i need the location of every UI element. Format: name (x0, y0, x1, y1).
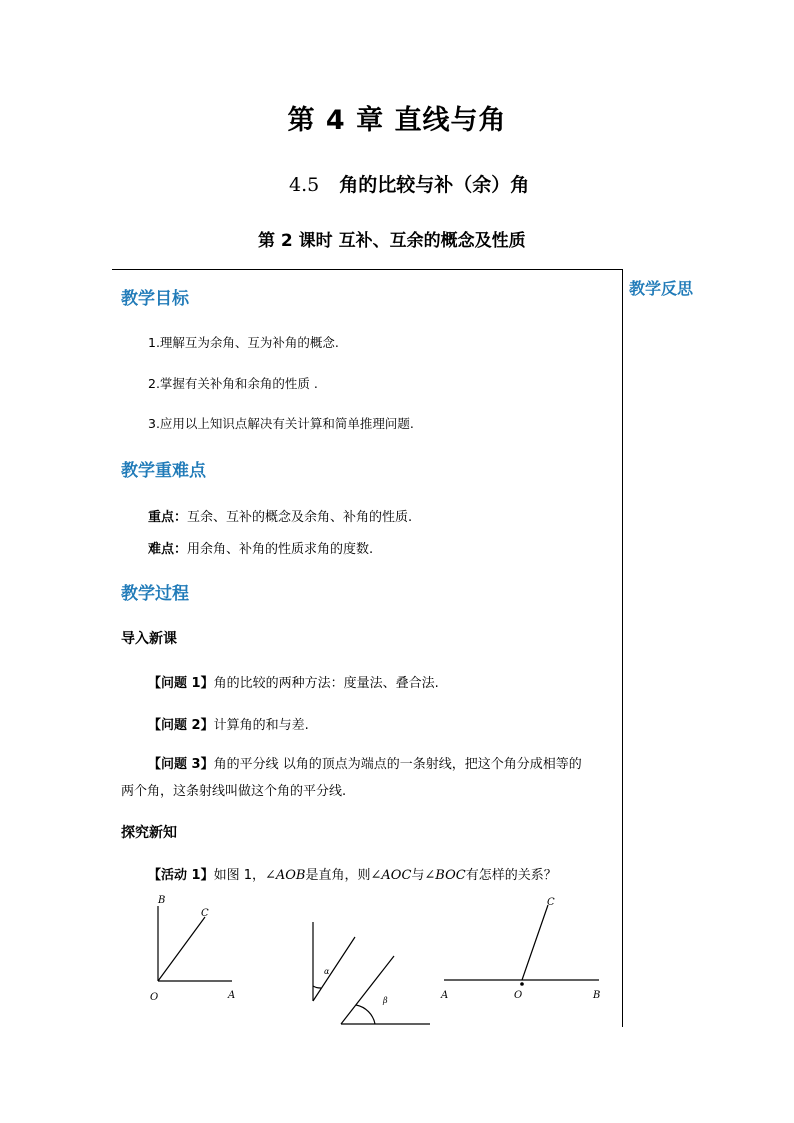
section-name: 角的比较与补（余）角 (339, 174, 530, 196)
fig3-ray-oc (522, 905, 548, 980)
angle-aob: ∠AOB (264, 868, 306, 883)
question-3-continuation: 两个角，这条射线叫做这个角的平分线. (121, 784, 347, 799)
activity-1-text-c: 与 (411, 868, 425, 883)
activity-1-text-b: 是直角，则 (305, 868, 371, 883)
goal-item-2: 2.掌握有关补角和余角的性质 . (148, 376, 318, 391)
fig1-label-b: B (158, 895, 166, 906)
goal-item-3: 3.应用以上知识点解决有关计算和简单推理问题. (148, 416, 414, 431)
intro-heading: 导入新课 (121, 631, 177, 647)
fig1-label-c: C (201, 908, 209, 919)
fig1-label-a: A (228, 990, 236, 1001)
goal-item-1: 1.理解互为余角、互为补角的概念. (148, 335, 339, 350)
activity-1-label: 【活动 1】 (148, 868, 214, 883)
fig1-ray-oc (158, 917, 205, 981)
question-3-text: 角的平分线 以角的顶点为端点的一条射线，把这个角分成相等的 (213, 757, 582, 772)
question-2-label: 【问题 2】 (148, 718, 214, 733)
section-number: 4.5 (289, 174, 320, 196)
reflection-heading: 教学反思 (629, 279, 694, 298)
lesson-title: 第 2 课时 互补、互余的概念及性质 (258, 231, 526, 251)
fig2-angle-beta-side2 (341, 956, 394, 1024)
key-point-label: 重点： (148, 510, 188, 525)
question-3-label: 【问题 3】 (148, 757, 214, 772)
fig3-label-o: O (514, 990, 523, 1001)
activity-1-text-a: 如图 1， (213, 868, 265, 883)
fig3-label-a: A (441, 990, 449, 1001)
goals-heading: 教学目标 (121, 289, 189, 309)
fig1-label-o: O (150, 992, 159, 1003)
chapter-title: 第 4 章 直线与角 (287, 105, 507, 136)
angle-boc: ∠BOC (424, 868, 466, 883)
activity-1-text-d: 有怎样的关系？ (465, 868, 557, 883)
process-heading: 教学过程 (121, 584, 189, 604)
key-point-text: 互余、互补的概念及余角、补角的性质. (187, 510, 413, 525)
fig2-angle-alpha-side2 (313, 937, 355, 1001)
explore-heading: 探究新知 (121, 825, 177, 841)
question-2-text: 计算角的和与差. (213, 718, 309, 733)
difficulty-label: 难点： (148, 542, 188, 557)
angle-aoc: ∠AOC (370, 868, 412, 883)
fig2-beta-arc (356, 1005, 375, 1024)
question-1-text: 角的比较的两种方法：度量法、叠合法. (213, 676, 439, 691)
fig2-label-alpha: α (324, 967, 330, 976)
difficulty-text: 用余角、补角的性质求角的度数. (187, 542, 374, 557)
question-1-label: 【问题 1】 (148, 676, 214, 691)
fig3-label-b: B (593, 990, 601, 1001)
key-points-heading: 教学重难点 (121, 461, 206, 481)
fig3-label-c: C (547, 897, 555, 908)
fig2-alpha-arc (313, 986, 321, 988)
fig2-label-beta: β (383, 996, 388, 1005)
fig3-point-o (520, 982, 524, 986)
